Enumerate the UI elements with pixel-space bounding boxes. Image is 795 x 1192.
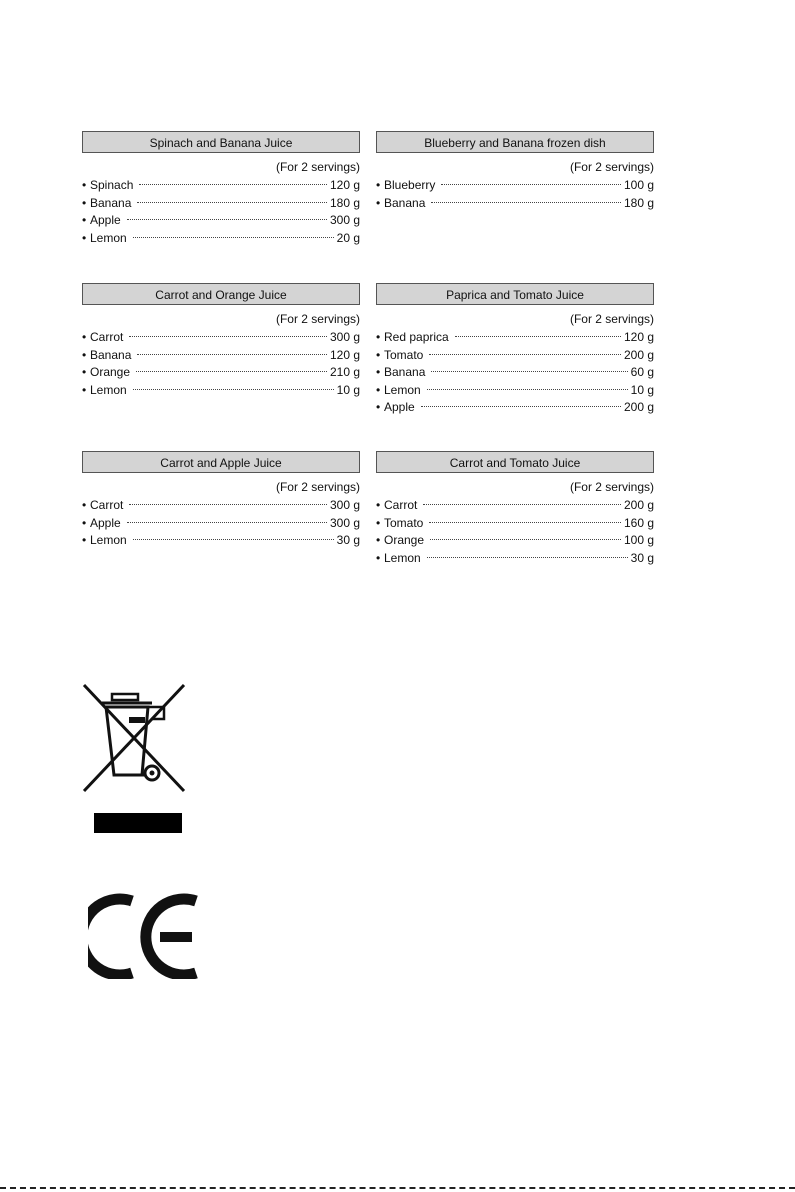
ingredient-quantity: 120 g <box>623 330 654 344</box>
ingredient-name: Apple <box>384 400 415 414</box>
ingredient-list <box>376 177 654 212</box>
ingredient-name: Carrot <box>384 498 418 512</box>
page-bottom-dashed-line <box>0 1187 795 1189</box>
ingredient-row <box>82 382 360 400</box>
ingredient-quantity: 30 g <box>630 550 654 565</box>
ingredient-list <box>376 497 654 567</box>
ingredient-list <box>82 177 360 247</box>
bullet: • <box>376 195 381 210</box>
ingredient-quantity: 300 g <box>329 498 360 512</box>
ingredient-name: Banana <box>90 347 132 362</box>
bullet: • <box>82 533 87 547</box>
bullet: • <box>376 330 381 344</box>
ingredient-quantity: 60 g <box>630 365 654 379</box>
servings-label: (For 2 servings) <box>275 312 360 326</box>
ce-mark-icon <box>88 893 204 979</box>
servings-label: (For 2 servings) <box>569 312 654 326</box>
dot-leader <box>127 522 327 523</box>
dot-leader <box>133 539 334 540</box>
ingredient-row <box>376 382 654 400</box>
recipe-title: Carrot and Orange Juice <box>82 283 360 305</box>
ingredient-quantity: 10 g <box>630 382 654 397</box>
recipe-carrot-orange <box>82 283 360 399</box>
ingredient-name: Apple <box>90 515 121 530</box>
bullet: • <box>82 515 87 530</box>
bullet: • <box>82 195 87 210</box>
ingredient-row <box>376 515 654 533</box>
ingredient-name: Red paprica <box>384 330 449 344</box>
ingredient-name: Tomato <box>384 515 424 530</box>
ingredient-quantity: 10 g <box>336 382 360 397</box>
ingredient-row <box>82 497 360 515</box>
bullet: • <box>376 178 381 192</box>
ingredient-row <box>376 347 654 365</box>
dot-leader <box>133 237 334 238</box>
ingredient-quantity: 100 g <box>623 533 654 547</box>
bullet: • <box>82 498 87 512</box>
bullet: • <box>82 365 87 379</box>
ingredient-row <box>376 532 654 550</box>
bullet: • <box>376 533 381 547</box>
ingredient-row <box>376 177 654 195</box>
ingredient-list <box>82 497 360 550</box>
ingredient-quantity: 100 g <box>623 178 654 192</box>
recipe-carrot-apple <box>82 451 360 550</box>
ingredient-name: Carrot <box>90 498 124 512</box>
dot-leader <box>431 202 621 203</box>
ingredient-row <box>82 212 360 230</box>
ingredient-name: Lemon <box>90 230 127 245</box>
ingredient-row <box>82 532 360 550</box>
dot-leader <box>136 371 327 372</box>
ingredient-name: Apple <box>90 213 121 227</box>
ingredient-name: Lemon <box>384 382 421 397</box>
ingredient-quantity: 210 g <box>329 365 360 379</box>
bullet: • <box>376 365 381 379</box>
ingredient-name: Tomato <box>384 347 424 362</box>
dot-leader <box>129 504 327 505</box>
recipe-carrot-tomato <box>376 451 654 567</box>
ingredient-row <box>376 497 654 515</box>
ingredient-name: Blueberry <box>384 178 436 192</box>
recipe-title: Paprica and Tomato Juice <box>376 283 654 305</box>
ingredient-name: Lemon <box>90 382 127 397</box>
dot-leader <box>430 539 621 540</box>
servings-label: (For 2 servings) <box>569 480 654 494</box>
ingredient-name: Spinach <box>90 178 134 192</box>
recipe-title: Carrot and Tomato Juice <box>376 451 654 473</box>
ingredient-quantity: 120 g <box>329 178 360 192</box>
recipe-blueberry-banana <box>376 131 654 212</box>
ingredient-name: Orange <box>384 533 425 547</box>
ingredient-quantity: 200 g <box>623 347 654 362</box>
dot-leader <box>137 354 327 355</box>
dot-leader <box>429 354 621 355</box>
ingredient-quantity: 30 g <box>336 533 360 547</box>
dot-leader <box>423 504 621 505</box>
ingredient-row <box>376 399 654 417</box>
dot-leader <box>427 389 628 390</box>
bullet: • <box>376 498 381 512</box>
servings-label: (For 2 servings) <box>275 480 360 494</box>
recipe-spinach-banana <box>82 131 360 247</box>
ingredient-row <box>82 230 360 248</box>
servings-label: (For 2 servings) <box>275 160 360 174</box>
ingredient-row <box>376 550 654 568</box>
dot-leader <box>429 522 621 523</box>
ingredient-quantity: 180 g <box>623 195 654 210</box>
ingredient-row <box>82 515 360 533</box>
recipe-title: Carrot and Apple Juice <box>82 451 360 473</box>
bullet: • <box>82 178 87 192</box>
bullet: • <box>376 382 381 397</box>
bullet: • <box>82 347 87 362</box>
bullet: • <box>376 347 381 362</box>
ingredient-row <box>82 329 360 347</box>
ingredient-quantity: 180 g <box>329 195 360 210</box>
ingredient-row <box>82 195 360 213</box>
ingredient-row <box>82 177 360 195</box>
crossed-out-wheelie-bin-icon <box>82 683 186 835</box>
ingredient-quantity: 20 g <box>336 230 360 245</box>
bullet: • <box>82 330 87 344</box>
dot-leader <box>421 406 621 407</box>
bullet: • <box>376 400 381 414</box>
servings-label: (For 2 servings) <box>569 160 654 174</box>
ingredient-row <box>376 195 654 213</box>
bullet: • <box>82 382 87 397</box>
ingredient-name: Banana <box>384 195 426 210</box>
dot-leader <box>427 557 628 558</box>
dot-leader <box>139 184 327 185</box>
dot-leader <box>133 389 334 390</box>
ingredient-name: Lemon <box>90 533 127 547</box>
ingredient-name: Orange <box>90 365 131 379</box>
ingredient-quantity: 160 g <box>623 515 654 530</box>
ingredient-name: Lemon <box>384 550 421 565</box>
ingredient-quantity: 300 g <box>329 213 360 227</box>
dot-leader <box>127 219 327 220</box>
ingredient-quantity: 200 g <box>623 400 654 414</box>
bullet: • <box>82 213 87 227</box>
dot-leader <box>129 336 327 337</box>
bullet: • <box>82 230 87 245</box>
ingredient-list <box>376 329 654 417</box>
ingredient-row <box>376 364 654 382</box>
dot-leader <box>455 336 621 337</box>
ingredient-quantity: 120 g <box>329 347 360 362</box>
ingredient-name: Carrot <box>90 330 124 344</box>
dot-leader <box>431 371 627 372</box>
ingredient-row <box>376 329 654 347</box>
recipe-title: Blueberry and Banana frozen dish <box>376 131 654 153</box>
recipe-title: Spinach and Banana Juice <box>82 131 360 153</box>
bullet: • <box>376 550 381 565</box>
ingredient-quantity: 200 g <box>623 498 654 512</box>
recipe-paprica-tomato <box>376 283 654 417</box>
ingredient-name: Banana <box>90 195 132 210</box>
bullet: • <box>376 515 381 530</box>
dot-leader <box>137 202 327 203</box>
ingredient-row <box>82 364 360 382</box>
ingredient-quantity: 300 g <box>329 330 360 344</box>
dot-leader <box>441 184 621 185</box>
ingredient-name: Banana <box>384 365 426 379</box>
ingredient-list <box>82 329 360 399</box>
ingredient-quantity: 300 g <box>329 515 360 530</box>
ingredient-row <box>82 347 360 365</box>
